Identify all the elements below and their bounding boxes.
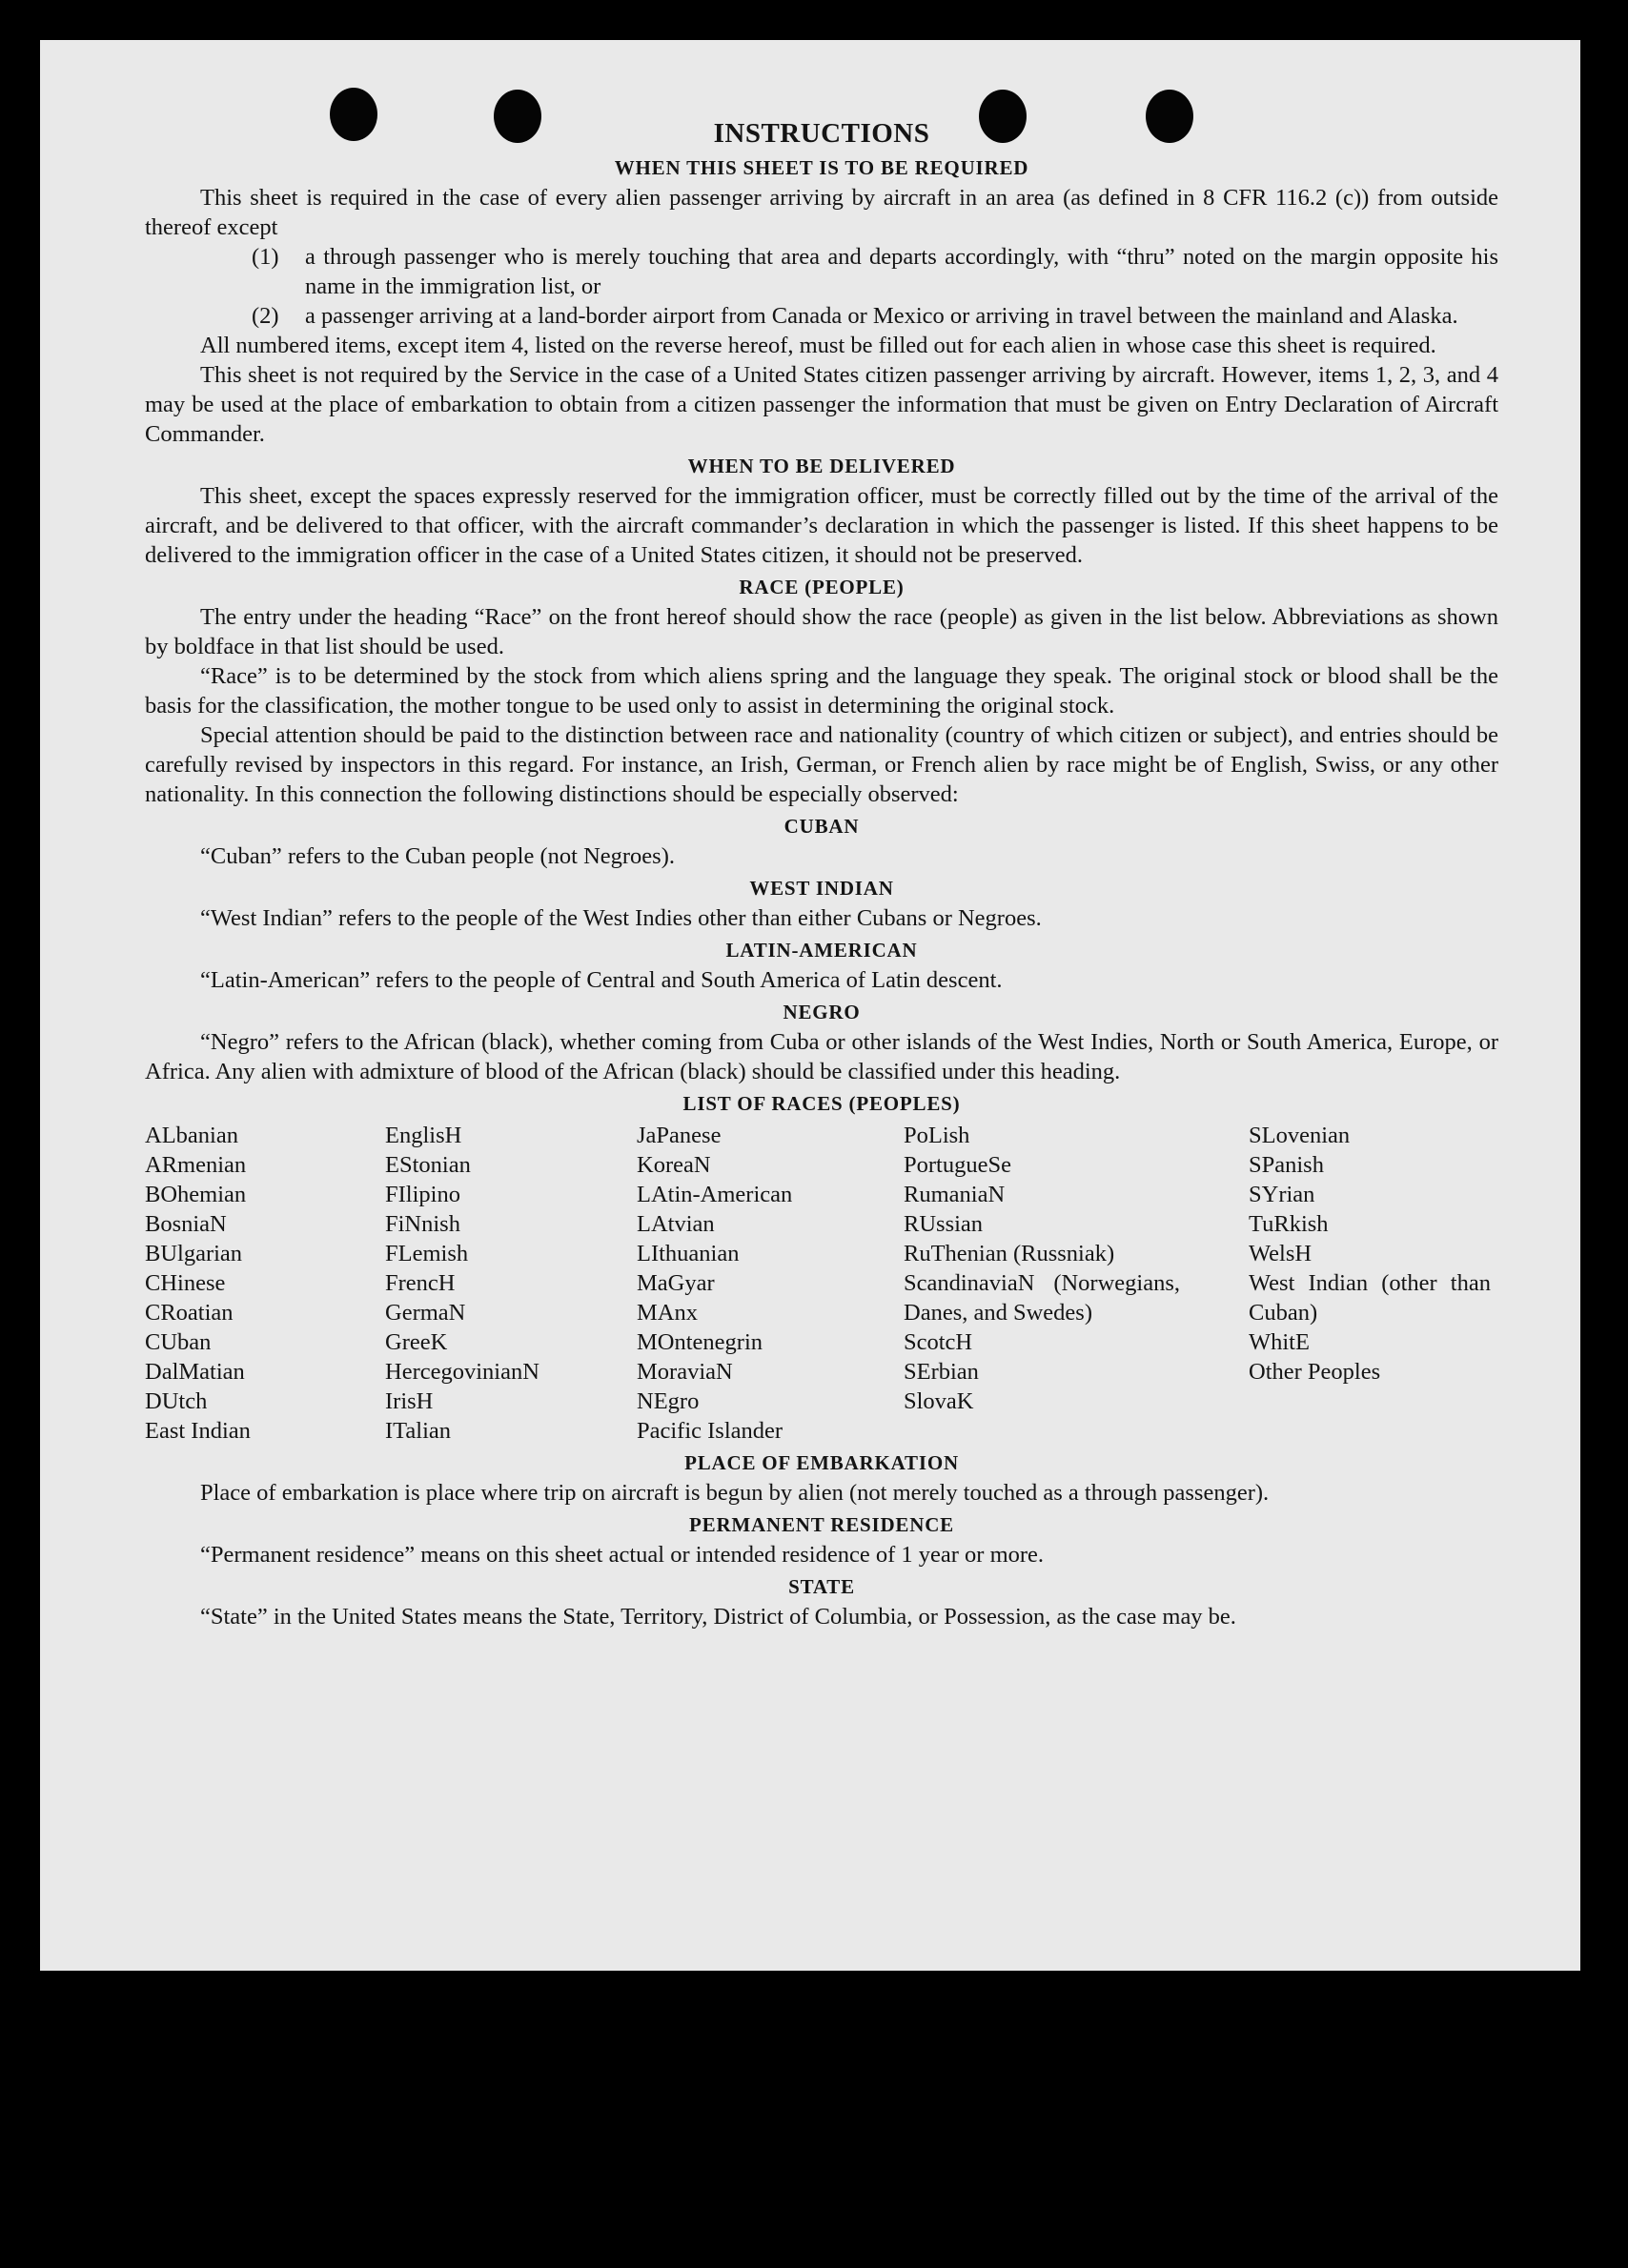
paragraph: This sheet, except the spaces expressly reserved for the immigration officer, must be correctly filled out by the time of the arrival of the aircraft, and be delivered to that officer, with the aircraft commander’s declaration in which the passenger is listed. If this sheet happens to be delivered to the immigration officer in the case of a United States citizen, it should not be preserved. [145,483,1498,568]
race-entry: CUban [145,1329,212,1355]
race-entry: ITalian [385,1418,452,1444]
race-entry: RuThenian (Russniak) [904,1241,1115,1266]
race-entry: ScotcH [904,1329,973,1355]
race-entry: PortugueSe [904,1152,1011,1178]
race-entry: LAtvian [637,1211,715,1237]
race-entry: ARmenian [145,1152,247,1178]
paragraph: All numbered items, except item 4, listed on the reverse hereof, must be filled out for each alien in whose case this sheet is required. [200,333,1436,358]
race-entry: GreeK [385,1329,448,1355]
section-heading-race: RACE (PEOPLE) [739,576,905,598]
page-title: INSTRUCTIONS [713,118,930,149]
document-page [40,40,1580,1971]
paragraph: This sheet is not required by the Service in the case of a United States citizen passenger arriving by aircraft. However, items 1, 2, 3, and 4 may be used at the place of embarkation to obtain from a citizen passenger the information that must be given on Entry Declaration of Aircraft Commander. [145,362,1498,447]
race-column [637,1121,904,1446]
race-entry: EnglisH [385,1123,462,1148]
race-column [145,1121,385,1446]
section-heading-state: STATE [788,1575,855,1598]
race-entry: GermaN [385,1300,466,1326]
paragraph: Special attention should be paid to the distinction between race and nationality (country of which citizen or subject), and entries should be carefully revised by inspectors in this regard. For instance, an Irish, German, or French alien by race might be of English, Swiss, or any other nationality. In this connection the following distinctions should be especially observed: [145,722,1498,807]
race-entry: HercegovinianN [385,1359,539,1385]
race-entry: SlovaK [904,1388,974,1414]
race-entry: WhitE [1249,1329,1310,1355]
race-entry: RumaniaN [904,1182,1006,1207]
race-entry: JaPanese [637,1123,722,1148]
race-entry: BUlgarian [145,1241,243,1266]
section-heading-place-of-embarkation: PLACE OF EMBARKATION [684,1451,959,1474]
race-entry: SLovenian [1249,1123,1351,1148]
race-entry: BosniaN [145,1211,227,1237]
race-entry: BOhemian [145,1182,247,1207]
race-column [1249,1121,1498,1446]
race-entry: CRoatian [145,1300,234,1326]
paragraph: The entry under the heading “Race” on the front hereof should show the race (people) as given in the list below. Abbreviations as shown by boldface in that list should be used. [145,604,1498,659]
race-list [145,1121,1498,1446]
paragraph: This sheet is required in the case of every alien passenger arriving by aircraft in an area (as defined in 8 CFR 116.2 (c)) from outside thereof except [145,185,1498,240]
item-text: a through passenger who is merely touching that area and departs accordingly, with “thru” noted on the margin opposite his name in the immigration list, or [305,244,1498,299]
race-entry: SPanish [1249,1152,1324,1178]
race-entry: SYrian [1249,1182,1315,1207]
exception-item [145,301,1498,331]
race-entry: LIthuanian [637,1241,740,1266]
race-entry: FLemish [385,1241,469,1266]
paragraph: “Race” is to be determined by the stock from which aliens spring and the language they speak. The original stock or blood shall be the basis for the classification, the mother tongue to be used only to assist in determining the original stock. [145,663,1498,719]
section-heading-when-delivered: WHEN TO BE DELIVERED [687,455,956,477]
race-entry: ScandinaviaN (Norwegians, Danes, and Swedes) [904,1270,1180,1326]
race-entry: MoraviaN [637,1359,733,1385]
race-entry: NEgro [637,1388,700,1414]
section-heading-list-of-races: LIST OF RACES (PEOPLES) [682,1092,961,1115]
section-heading-when-required: WHEN THIS SHEET IS TO BE REQUIRED [614,156,1029,179]
item-number: (2) [252,303,279,329]
race-entry: FrencH [385,1270,456,1296]
race-entry: MaGyar [637,1270,715,1296]
item-text: a passenger arriving at a land-border airport from Canada or Mexico or arriving in travel between the mainland and Alaska. [305,303,1458,329]
race-entry: FiNnish [385,1211,460,1237]
paragraph: “Latin-American” refers to the people of Central and South America of Latin descent. [200,967,1003,993]
race-entry: DUtch [145,1388,208,1414]
race-entry: EStonian [385,1152,471,1178]
paragraph: “Permanent residence” means on this sheet actual or intended residence of 1 year or more. [200,1542,1045,1568]
race-entry: RUssian [904,1211,984,1237]
section-heading-permanent-residence: PERMANENT RESIDENCE [689,1513,954,1536]
race-entry: DalMatian [145,1359,245,1385]
paragraph: “Negro” refers to the African (black), whether coming from Cuba or other islands of the West Indies, North or South America, Europe, or Africa. Any alien with admixture of blood of the African (black) should be classified under this heading. [145,1029,1498,1084]
race-entry: MAnx [637,1300,698,1326]
section-heading-cuban: CUBAN [783,815,860,838]
race-column [385,1121,637,1446]
paragraph: “State” in the United States means the State, Territory, District of Columbia, or Possession, as the case may be. [200,1604,1236,1630]
race-entry: IrisH [385,1388,434,1414]
race-entry: LAtin-American [637,1182,793,1207]
race-entry: Pacific Islander [637,1418,783,1444]
race-entry: ALbanian [145,1123,238,1148]
race-entry: FIlipino [385,1182,460,1207]
paragraph: Place of embarkation is place where trip on aircraft is begun by alien (not merely touched as a through passenger). [200,1480,1270,1506]
paragraph: “Cuban” refers to the Cuban people (not Negroes). [200,843,675,869]
section-heading-negro: NEGRO [783,1001,861,1023]
race-entry: West Indian (other than Cuban) [1249,1270,1491,1326]
instructions-body [145,116,1498,1631]
item-number: (1) [252,244,279,270]
race-entry: TuRkish [1249,1211,1329,1237]
race-entry: SErbian [904,1359,979,1385]
section-heading-latin-american: LATIN-AMERICAN [725,939,918,962]
race-entry: WelsH [1249,1241,1313,1266]
exception-item [145,242,1498,301]
section-heading-west-indian: WEST INDIAN [749,877,894,900]
race-entry: KoreaN [637,1152,711,1178]
paragraph: “West Indian” refers to the people of the West Indies other than either Cubans or Negroes. [200,905,1042,931]
race-entry: CHinese [145,1270,226,1296]
race-entry: Other Peoples [1249,1359,1381,1385]
race-entry: East Indian [145,1418,251,1444]
race-entry: MOntenegrin [637,1329,763,1355]
race-column [904,1121,1249,1446]
race-entry: PoLish [904,1123,970,1148]
